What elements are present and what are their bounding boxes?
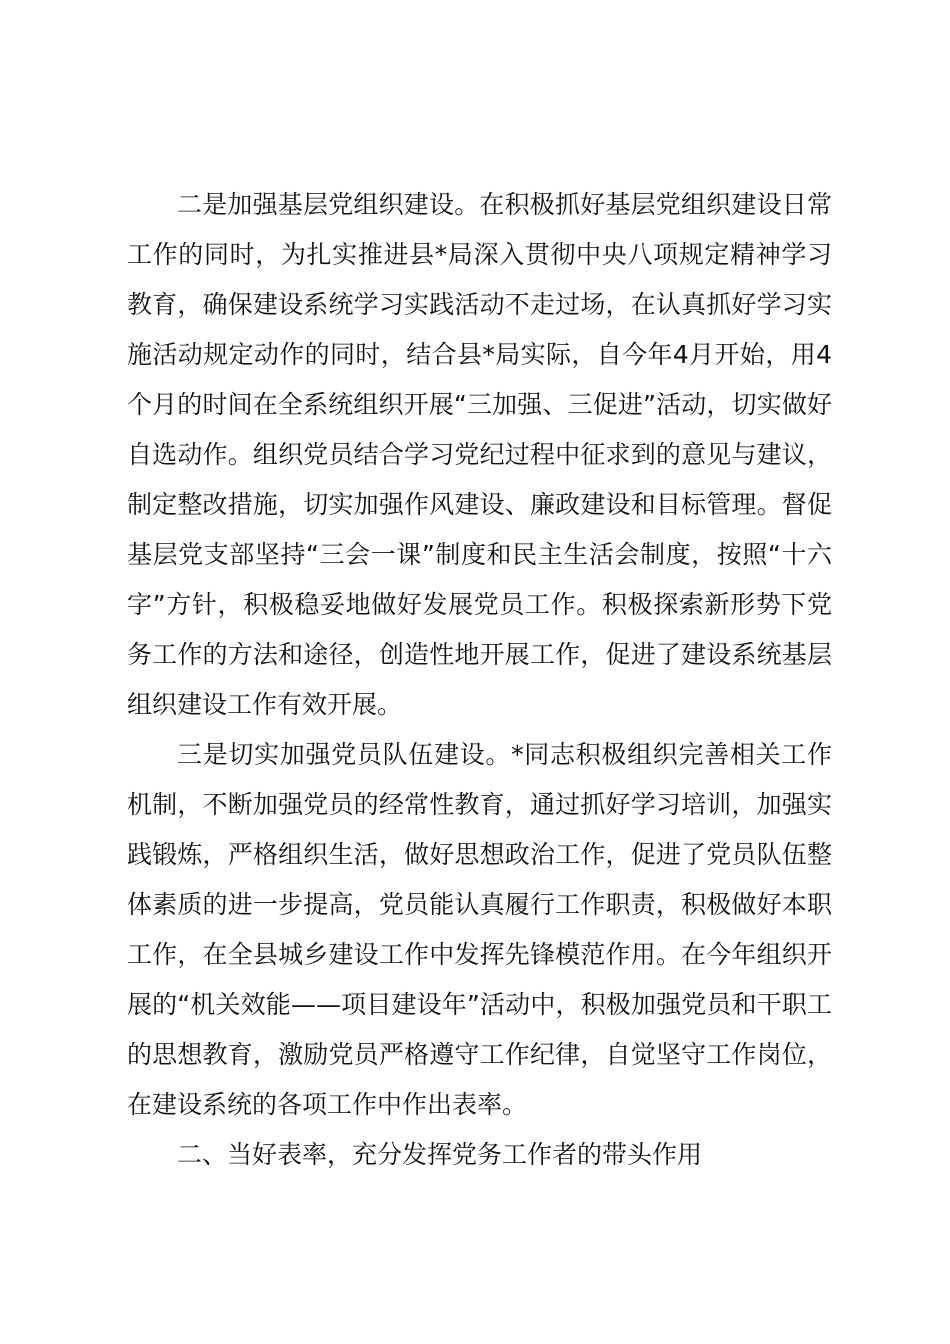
paragraph-party-member-team: 三是切实加强党员队伍建设。*同志积极组织完善相关工作机制，不断加强党员的经常性教育，通过抓好学习培训，加强实践锻炼，严格组织生活，做好思想政治工作，促进了党员队伍整体素质的进一步提高，党员能认真履行工作职责，积极做好本职工作，在全县城乡建设工作中发挥先锋模范作用。在今年组织开展的“机关效能——项目建设年”活动中，积极加强党员和干职工的思想教育，激励党员严格遵守工作纪律，自觉坚守工作岗位，在建设系统的各项工作中作出表率。: [127, 740, 832, 1119]
paragraph-grassroots-organization: 二是加强基层党组织建设。在积极抓好基层党组织建设日常工作的同时，为扎实推进县*局深入贯彻中央八项规定精神学习教育，确保建设系统学习实践活动不走过场，在认真抓好学习实施活动规定动作的同时，结合县*局实际，自今年4月开始，用4个月的时间在全系统组织开展“三加强、三促进”活动，切实做好自选动作。组织党员结合学习党纪过程中征求到的意见与建议，制定整改措施，切实加强作风建设、廉政建设和目标管理。督促基层党支部坚持“三会一课”制度和民主生活会制度，按照“十六字”方针，积极稳妥地做好发展党员工作。积极探索新形势下党务工作的方法和途径，创造性地开展工作，促进了建设系统基层组织建设工作有效开展。: [127, 190, 832, 719]
document-body: [127, 180, 832, 1180]
section-heading: 二、当好表率，充分发挥党务工作者的带头作用: [177, 1140, 703, 1169]
